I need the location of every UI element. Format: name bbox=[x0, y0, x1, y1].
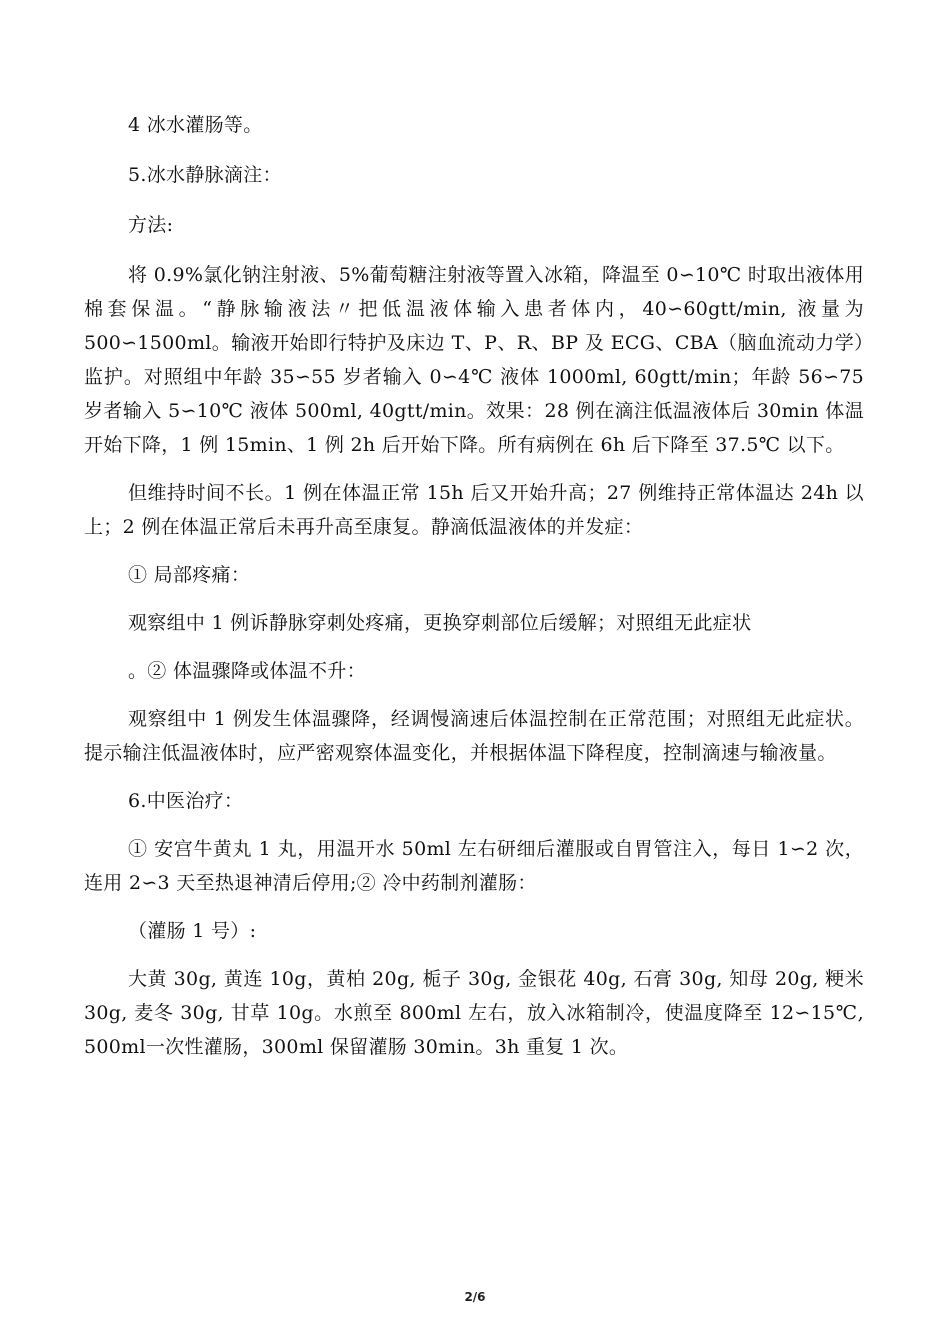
paragraph-duration: 但维持时间不长。1 例在体温正常 15h 后又开始升高；27 例维持正常体温达 24h 以上；2 例在体温正常后未再升高至康复。静滴低温液体的并发症： bbox=[84, 482, 864, 538]
paragraph-temperature-drop: 观察组中 1 例发生体温骤降，经调慢滴速后体温控制在正常范围；对照组无此症状。提示输注低温液体时，应严密观察体温变化，并根据体温下降程度，控制滴速与输液量。 bbox=[84, 708, 864, 764]
heading-tcm-treatment: 6.中医治疗： bbox=[128, 790, 244, 812]
heading-temperature-drop: 。② 体温骤降或体温不升： bbox=[128, 660, 366, 682]
paragraph-method-details: 将 0.9%氯化钠注射液、5%葡萄糖注射液等置入冰箱，降温至 0∽10℃ 时取出液体用棉套保温。“静脉输液法〃把低温液体输入患者体内，40∽60gtt/min, 液量为 500∽1500ml。输液开始即行特护及床边 T、P、R、BP 及 ECG、CBA（脑血流动力学）监护。对照组中年龄 35∽55 岁者输入 0∽4℃ 液体 1000ml, 60gtt/min；年龄 56∽75 岁者输入 5∽10℃ 液体 500ml, 40gtt/min。效果：28 例在滴注低温液体后 30min 体温开始下降，1 例 15min、1 例 2h 后开始下降。所有病例在 6h 后下降至 37.5℃ 以下。 bbox=[84, 264, 864, 456]
paragraph-enema-recipe: 大黄 30g, 黄连 10g，黄柏 20g, 栀子 30g, 金银花 40g, 石膏 30g, 知母 20g, 粳米 30g, 麦冬 30g, 甘草 10g。水煎至 800ml 左右，放入冰箱制冷，使温度降至 12∽15℃, 500ml一次性灌肠，300ml 保留灌肠 30min。3h 重复 1 次。 bbox=[84, 968, 864, 1058]
paragraph-ice-enema: 4 冰水灌肠等。 bbox=[128, 114, 263, 136]
page-number: 2/6 bbox=[464, 1290, 486, 1304]
heading-enema-no1: （灌肠 1 号）: bbox=[128, 920, 257, 942]
heading-ice-iv-drip: 5.冰水静脉滴注： bbox=[128, 164, 282, 186]
document-body bbox=[84, 108, 864, 1064]
paragraph-angong-niuhuang: ① 安宫牛黄丸 1 丸，用温开水 50ml 左右研细后灌服或自胃管注入，每日 1∽2 次，连用 2∽3 天至热退神清后停用;② 冷中药制剂灌肠： bbox=[84, 838, 864, 894]
paragraph-local-pain: 观察组中 1 例诉静脉穿刺处疼痛，更换穿刺部位后缓解；对照组无此症状 bbox=[128, 612, 752, 634]
heading-method: 方法: bbox=[128, 214, 174, 236]
heading-local-pain: ① 局部疼痛： bbox=[128, 564, 251, 586]
